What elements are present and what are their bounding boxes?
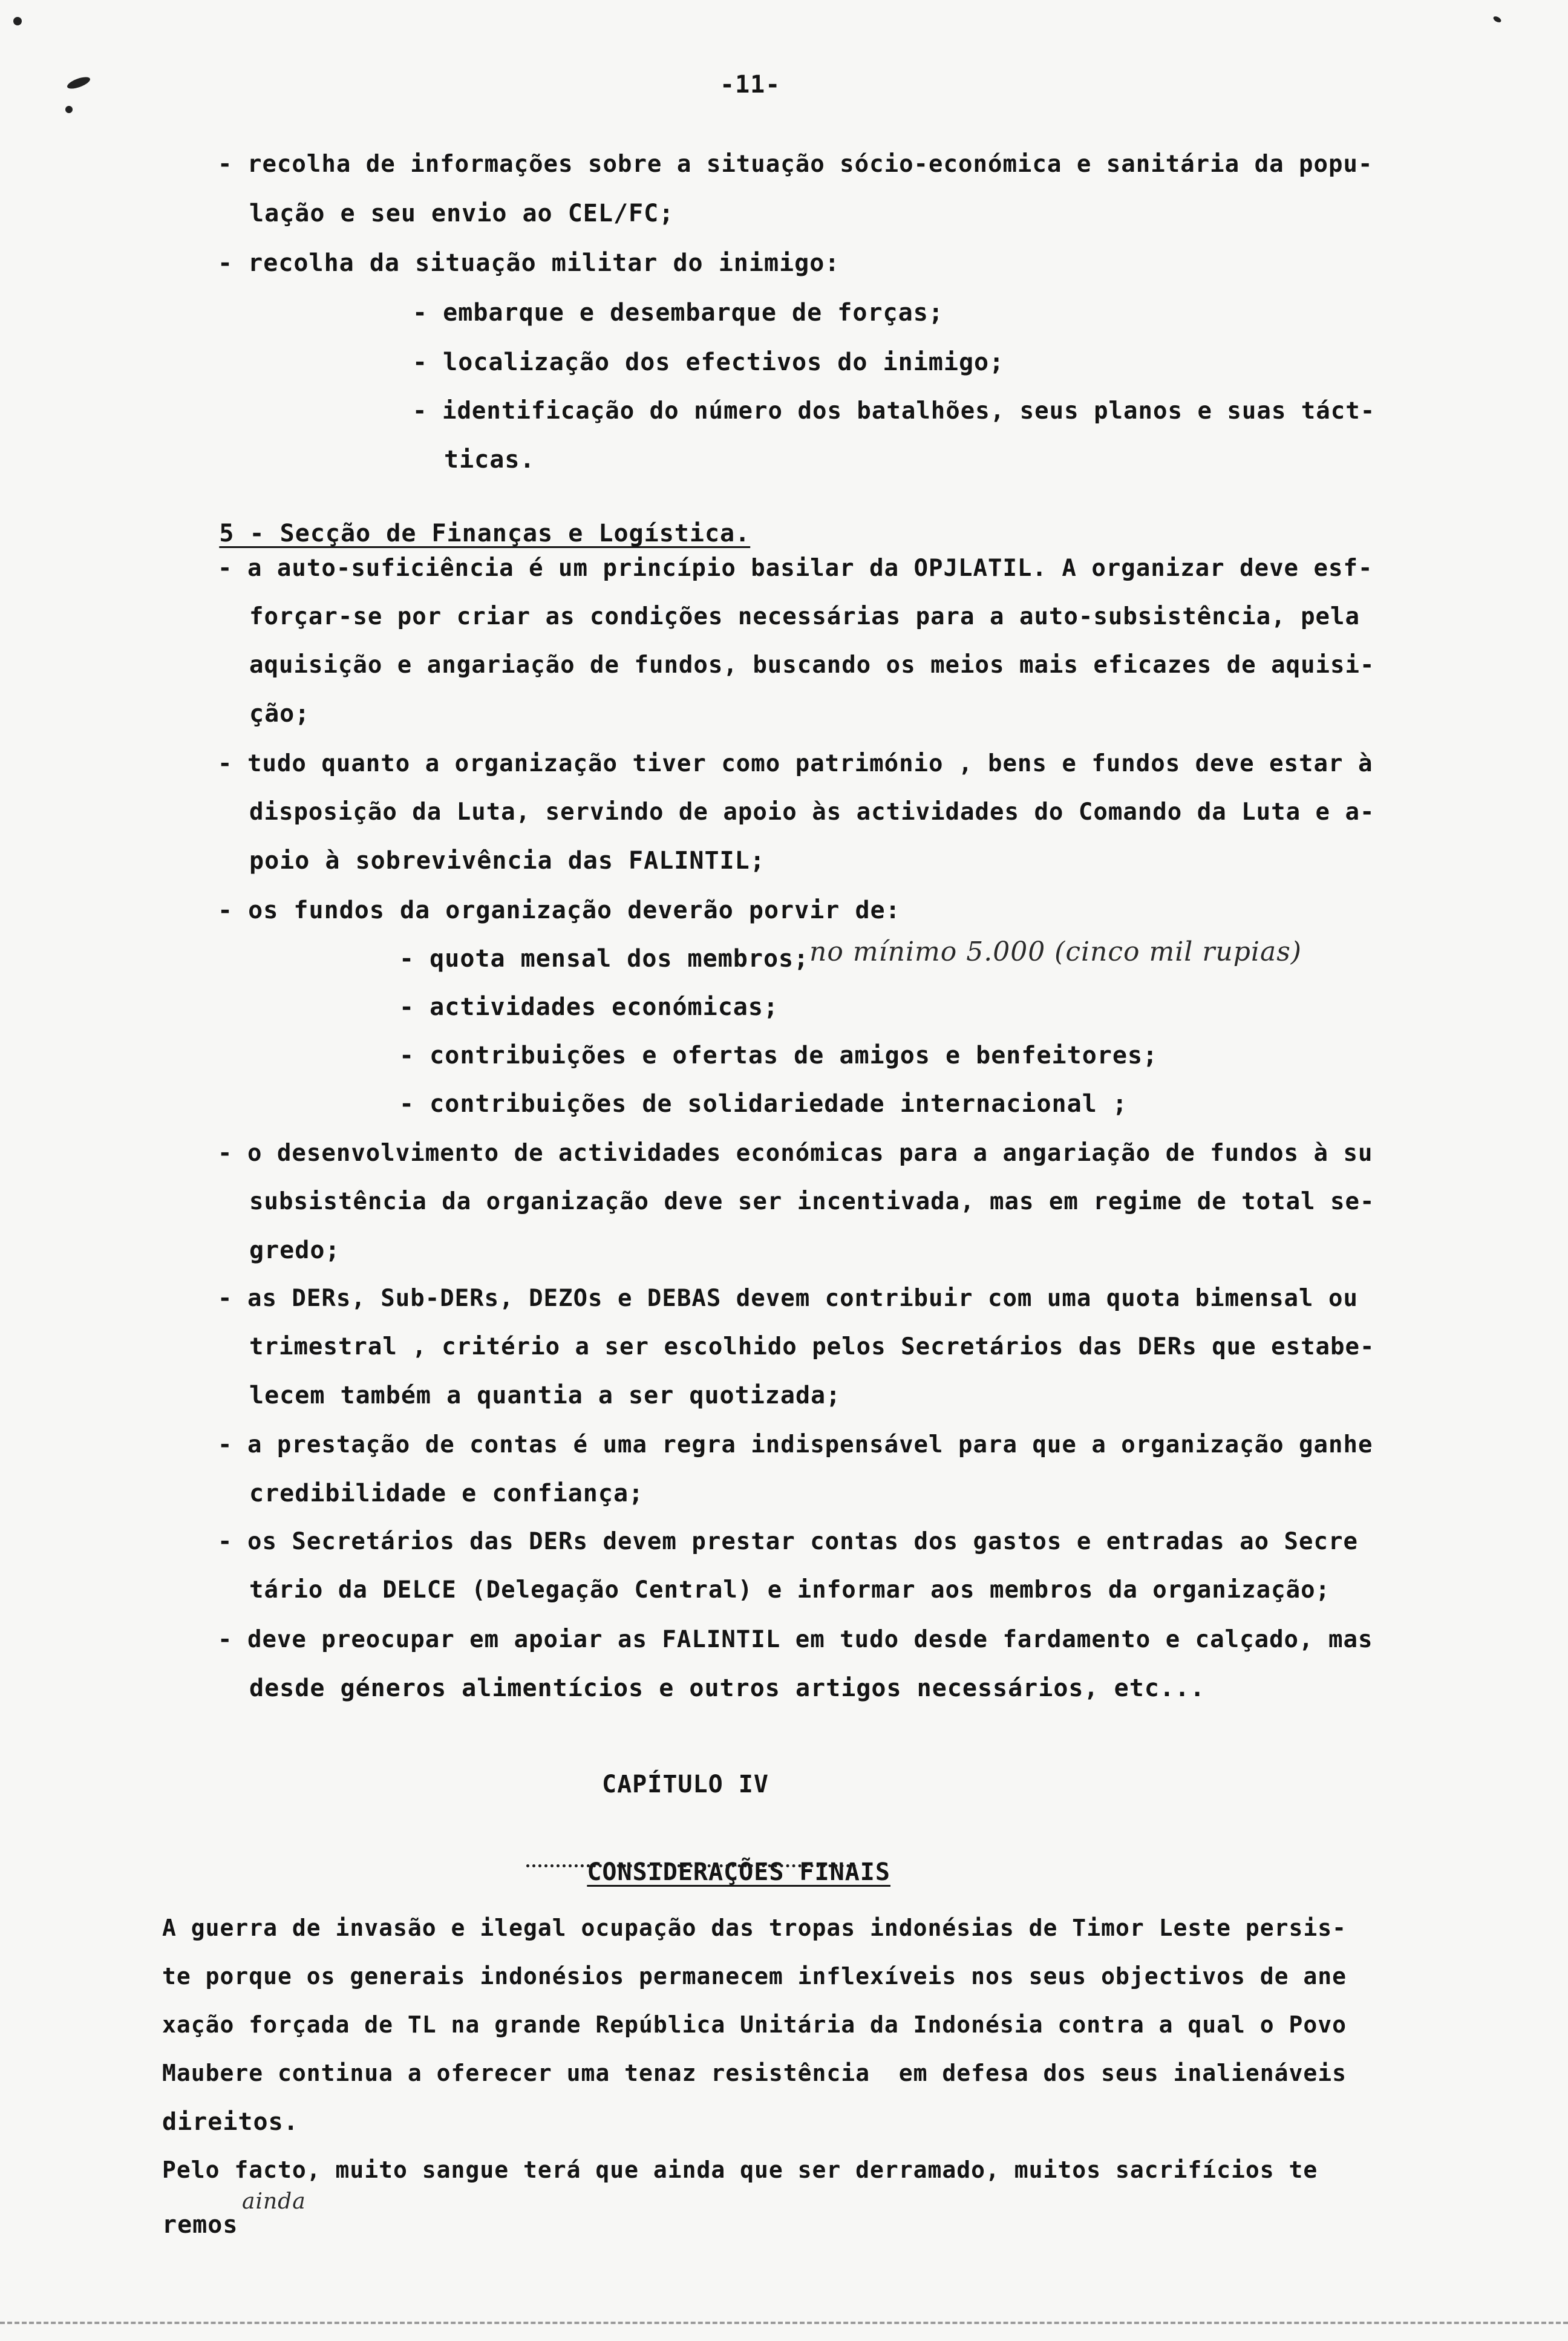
interlinear-insert: ainda — [242, 2189, 306, 2214]
text-line-3: - recolha da situação militar do inimigo: — [218, 249, 840, 277]
text-line-36: te porque os generais indonésios permanecem inflexíveis nos seus objectivos de ane — [162, 1963, 1347, 1990]
text-line-39: direitos. — [162, 2108, 299, 2136]
scan-speck — [13, 17, 22, 25]
double-underline — [526, 1864, 856, 1875]
scan-edge — [0, 2322, 1568, 2324]
text-line-18: - actividades económicas; — [399, 993, 779, 1021]
text-line-7: ticas. — [444, 446, 535, 474]
text-line-19: - contribuições e ofertas de amigos e benfeitores; — [399, 1042, 1158, 1069]
text-line-6: - identificação do número dos batalhões, seus planos e suas táct- — [413, 397, 1376, 425]
text-line-1: - recolha de informações sobre a situação sócio-económica e sanitária da popu- — [218, 151, 1373, 178]
text-line-12: ção; — [249, 700, 310, 728]
section-heading-text: 5 - Secção de Finanças e Logística. — [219, 520, 751, 547]
text-line-5: - localização dos efectivos do inimigo; — [413, 348, 1005, 376]
text-line-17: - quota mensal dos membros; — [399, 945, 809, 973]
text-line-26: lecem também a quantia a ser quotizada; — [249, 1382, 841, 1409]
text-line-37: xação forçada de TL na grande República Unitária da Indonésia contra a qual o Povo — [162, 2011, 1347, 2038]
text-line-4: - embarque e desembarque de forças; — [413, 299, 944, 327]
scan-speck — [65, 106, 73, 113]
text-line-27: - a prestação de contas é uma regra indispensável para que a organização ganhe — [218, 1431, 1373, 1458]
text-line-20: - contribuições de solidariedade internacional ; — [399, 1090, 1128, 1118]
text-line-14: disposição da Luta, servindo de apoio às actividades do Comando da Luta e a- — [249, 798, 1375, 826]
text-line-35: A guerra de invasão e ilegal ocupação das tropas indonésias de Timor Leste persis- — [162, 1915, 1347, 1941]
text-line-29: - os Secretários das DERs devem prestar contas dos gastos e entradas ao Secre — [218, 1528, 1358, 1555]
text-line-31: - deve preocupar em apoiar as FALINTIL em tudo desde fardamento e calçado, mas — [218, 1626, 1373, 1653]
text-line-38: Maubere continua a oferecer uma tenaz resistência em defesa dos seus inalienáveis — [162, 2060, 1347, 2086]
text-line-21: - o desenvolvimento de actividades económicas para a angariação de fundos à su — [218, 1140, 1373, 1167]
text-line-23: gredo; — [249, 1236, 341, 1264]
text-line-15: poio à sobrevivência das FALINTIL; — [249, 847, 765, 875]
text-line-16: - os fundos da organização deverão porvir de: — [218, 896, 901, 924]
chapter-subtitle-text: CONSIDERAÇÕES FINAIS — [587, 1858, 890, 1886]
chapter-title: CAPÍTULO IV — [602, 1771, 769, 1798]
page-number: -11- — [720, 71, 781, 99]
text-line-32: desde géneros alimentícios e outros artigos necessários, etc... — [249, 1674, 1206, 1702]
text-line-13: - tudo quanto a organização tiver como património , bens e fundos deve estar à — [218, 750, 1373, 777]
text-line-41: remos — [162, 2211, 238, 2239]
text-line-2: lação e seu envio ao CEL/FC; — [249, 200, 675, 227]
text-line-11: aquisição e angariação de fundos, buscando os meios mais eficazes de aquisi- — [249, 651, 1375, 679]
text-line-25: trimestral , critério a ser escolhido pelos Secretários das DERs que estabe- — [249, 1333, 1375, 1360]
text-line-40: Pelo facto, muito sangue terá que ainda que ser derramado, muitos sacrifícios te — [162, 2157, 1318, 2183]
scan-speck — [66, 75, 91, 91]
text-line-28: credibilidade e confiança; — [249, 1480, 644, 1507]
text-line-24: - as DERs, Sub-DERs, DEZOs e DEBAS devem contribuir com uma quota bimensal ou — [218, 1285, 1358, 1312]
handwritten-note: no mínimo 5.000 (cinco mil rupias) — [809, 936, 1302, 967]
text-line-9: - a auto-suficiência é um princípio basilar da OPJLATIL. A organizar deve esf- — [218, 555, 1373, 582]
text-line-10: forçar-se por criar as condições necessárias para a auto-subsistência, pela — [249, 603, 1360, 630]
scan-speck — [1492, 15, 1502, 24]
text-line-22: subsistência da organização deve ser incentivada, mas em regime de total se- — [249, 1188, 1375, 1215]
text-line-30: tário da DELCE (Delegação Central) e informar aos membros da organização; — [249, 1576, 1331, 1604]
